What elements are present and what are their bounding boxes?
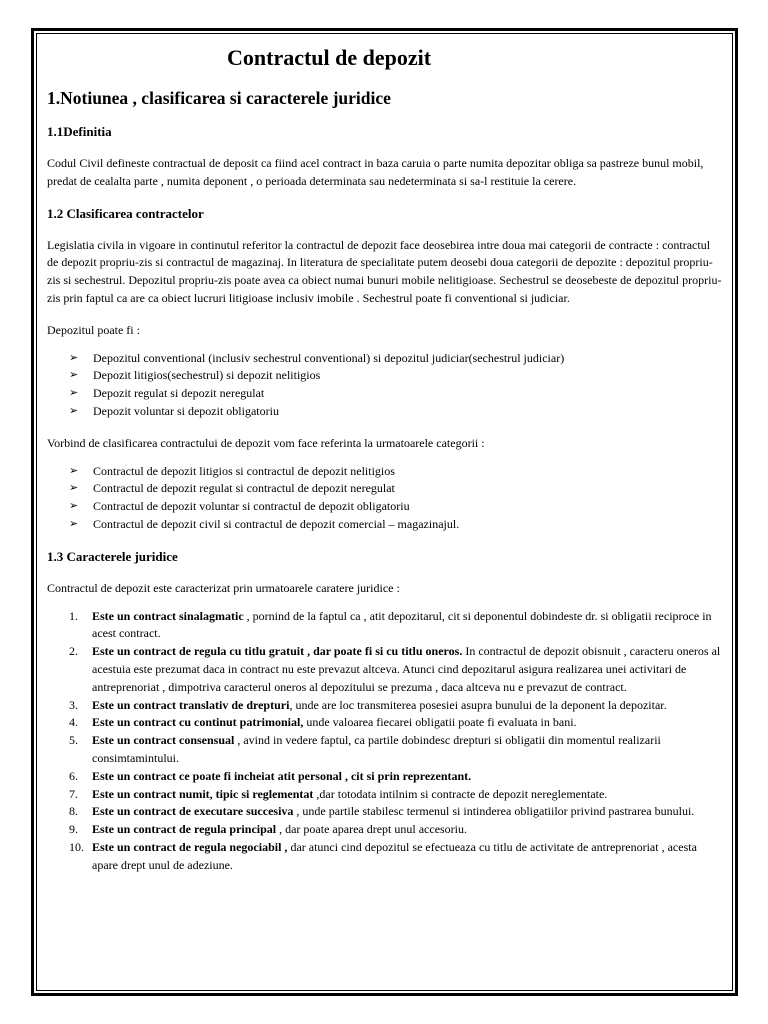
list-item: 3. Este un contract translativ de drepturi, unde are loc transmiterea posesiei asupra bunului de la deponent la depozitar.	[69, 697, 667, 712]
deposit-types-intro: Depozitul poate fi :	[47, 322, 140, 337]
arrow-bullet-icon: ➢	[69, 464, 79, 477]
definition-paragraph: Codul Civil defineste contractual de deposit ca fiind acel contract in baza caruia o parte numita depozitar obliga sa pastreze bunul mobil, predat de cealalta parte , numita deponent , o perioada determinata sau nedeterminata si sa-l restituie la cerere.	[47, 156, 704, 188]
list-item: ➢ Depozit voluntar si depozit obligatoriu	[69, 403, 723, 421]
legal-characters-intro: Contractul de depozit este caracterizat prin urmatoarele caratere juridice :	[47, 580, 400, 595]
list-item: 1. Este un contract sinalagmatic , pornind de la faptul ca , atit depozitarul, cit si deponentul dobindeste dr. si obligatii reciproce in acest contract.	[69, 608, 712, 641]
classification-paragraph: Legislatia civila in vigoare in continutul referitor la contractul de depozit face deosebirea intre doua mai categorii de contracte : contractul de depozit propriu-zis si contractul de magazinaj. In literatura de specialitate putem deosebi doua categorii de depozite : depozitul propriu-zis si sechestrul. Depozitul propriu-zis poate avea ca obiect numai bunuri mobile nelitigioase. Sechestrul se deosebeste de depozitul propriu-zis prin faptul ca are ca obiect lucruri litigioase inclusiv imobile . Sechestrul poate fi conventional si judiciar.	[47, 237, 722, 305]
arrow-bullet-icon: ➢	[69, 369, 79, 382]
arrow-bullet-icon: ➢	[69, 351, 79, 364]
list-item: 4. Este un contract cu continut patrimonial, unde valoarea fiecarei obligatii poate fi evaluata in bani.	[69, 715, 577, 730]
list-item: ➢ Depozit litigios(sechestrul) si depozit nelitigios	[69, 367, 723, 385]
list-item: ➢ Contractul de depozit voluntar si contractul de depozit obligatoriu	[69, 498, 723, 516]
document-title: Contractul de depozit	[227, 45, 432, 70]
list-item: 8. Este un contract de executare succesiva , unde partile stabilesc termenul si intinderea obligatiilor privind pastrarea bunului.	[69, 804, 695, 819]
subsection-heading-1-2: 1.2 Clasificarea contractelor	[47, 205, 204, 221]
list-item: ➢ Depozitul conventional (inclusiv sechestrul conventional) si depozitul judiciar(sechestrul judiciar)	[69, 350, 723, 368]
arrow-bullet-icon: ➢	[69, 517, 79, 530]
list-item: 7. Este un contract numit, tipic si reglementat ,dar totodata intilnim si contracte de depozit nereglementate.	[69, 786, 608, 801]
arrow-bullet-icon: ➢	[69, 387, 79, 400]
list-item: ➢ Contractul de depozit regulat si contractul de depozit neregulat	[69, 480, 723, 498]
contract-categories-list	[47, 463, 723, 534]
list-item: 9. Este un contract de regula principal , dar poate aparea drept unul accesoriu.	[69, 822, 468, 837]
subsection-heading-1-3: 1.3 Caracterele juridice	[47, 548, 178, 564]
list-item: ➢ Contractul de depozit litigios si contractul de depozit nelitigios	[69, 463, 723, 481]
list-item: 6. Este un contract ce poate fi incheiat atit personal , cit si prin reprezentant.	[69, 768, 472, 783]
section-heading-1: 1.Notiunea , clasificarea si caracterele juridice	[47, 88, 391, 108]
subsection-heading-1-1: 1.1Definitia	[47, 124, 112, 139]
list-item: 2. Este un contract de regula cu titlu gratuit , dar poate fi si cu titlu oneros. In contractul de depozit obisnuit , caracteru oneros al acestuia este prezumat daca in contract nu este prevazut altceva. Atunci cind depozitarul asigura realizarea unei activitari de antreprenoriat , dimpotriva caracterul oneros al depozitului se prezuma , daca altceva nu e prevazut de contract.	[69, 644, 721, 694]
list-item: ➢ Depozit regulat si depozit neregulat	[69, 385, 723, 403]
list-item: ➢ Contractul de depozit civil si contractul de depozit comercial – magazinajul.	[69, 516, 723, 534]
list-item: 5. Este un contract consensual , avind in vedere faptul, ca partile dobindesc drepturi si obligatii din momentul realizarii consimtamintului.	[69, 733, 661, 765]
list-item: 10. Este un contract de regula negociabil , dar atunci cind depozitul se efectueaza cu titlu de activitate de antreprenoriat , acesta apare drept unul de adeziune.	[69, 839, 697, 872]
arrow-bullet-icon: ➢	[69, 404, 79, 417]
arrow-bullet-icon: ➢	[69, 482, 79, 495]
document-body	[47, 40, 723, 875]
contract-categories-intro: Vorbind de clasificarea contractului de depozit vom face referinta la urmatoarele categorii :	[47, 435, 485, 450]
arrow-bullet-icon: ➢	[69, 500, 79, 513]
deposit-types-list	[47, 350, 723, 421]
legal-characters-list	[47, 608, 723, 875]
